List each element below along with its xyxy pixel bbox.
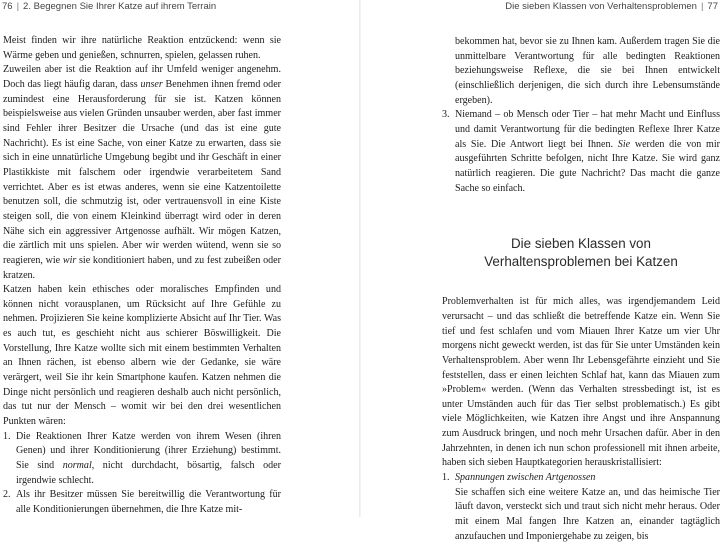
text-run: werden die von mir ausgeführten Schritte befolgen, nicht Ihre Katze. Sie wird ganz natürlich reagieren. Die gute Nachricht? Das macht die ganze Sache so einfach. — [455, 138, 720, 194]
list-item — [3, 430, 281, 489]
right-section-title: Die sieben Klassen von Verhaltensproblemen — [505, 1, 697, 12]
category-list — [442, 471, 720, 544]
list-number: 1. — [442, 472, 450, 484]
category-title: Spannungen zwischen Artgenossen — [455, 472, 596, 484]
header-separator: | — [700, 1, 704, 12]
list-number: 1. — [3, 430, 11, 442]
right-page-number: 77 — [707, 1, 718, 12]
category-description: Sie schaffen sich eine weitere Katze an, und das heimische Tier läuft davon, versteckt sich und traut sich nicht mehr heraus. Oder mit einem Mal fangen Ihre Katzen an, einander tagtäglich anzufauchen und Imponiergehabe zu zeigen, bis — [455, 486, 720, 542]
list-continuation: bekommen hat, bevor sie zu Ihnen kam. Außerdem tragen Sie die unmittelbare Verantwortung für alle bedingten Reaktionen beziehungsweise Reflexe, die sie bei Ihnen entwickelt (einschließlich derjenigen, die sich durch ihre Lebensumstände ergeben). — [455, 36, 720, 106]
section-heading-line: Die sieben Klassen von — [511, 236, 651, 252]
emphasis: Sie — [617, 138, 631, 150]
emphasis: unser — [140, 78, 163, 90]
list-item — [3, 488, 281, 517]
left-chapter-title: 2. Begegnen Sie Ihrer Katze auf ihrem Terrain — [23, 1, 217, 12]
text-run: Als ihr Besitzer müssen Sie bereitwillig die Verantwortung für alle Konditionierungen übernehmen, die Ihre Katze mit- — [16, 489, 281, 515]
list-item — [442, 108, 720, 196]
emphasis: normal — [62, 460, 92, 472]
paragraph: Problemverhalten ist für mich alles, was irgendjemandem Leid verursacht – und das schließt die betreffende Katze ein. Wenn Sie tief und fest schlafen und vom Miauen Ihrer Katze um vier Uhr morgens nicht geweckt werden, ist das für Sie unter Umständen kein Verhaltensproblem. Aber wenn Ihr Lebensgefährte einzieht und Sie feststellen, dass er einen leichten Schlaf hat, kann das Miauen zum »Problem« werden. (Wenn das Verhalten stressbedingt ist, ist es unter Umständen auch für das Tier selbst problematisch.) Es gibt viele Möglichkeiten, wie Katzen ihre Angst und ihre Anspannung zum Ausdruck bringen, und noch mehr Ursachen dafür. Aber in den Jahrzehnten, in denen ich nun schon professionell mit ihnen arbeite, haben sich sieben Hauptkategorien herauskristallisiert: — [442, 296, 720, 469]
paragraph: Katzen haben kein ethisches oder moralisches Empfinden und können nicht vorausplanen, um Rücksicht auf Ihre Gefühle zu nehmen. Projizieren Sie keine komplizierte Absicht auf Ihr Tier. Was es auch tut, es geschieht nicht aus schierer Böswilligkeit. Die Vorstellung, Ihre Katze wollte sich mit einem bestimmten Verhalten an Ihnen rächen, ist ebenso albern wie der Gedanke, sie wäre verärgert, weil Sie ihr kein Smartphone kaufen. Katzen nehmen die Dinge nicht persönlich und reagieren deshalb auch nicht persönlich, das tut nur der Mensch – womit wir bei den drei wesentlichen Punkten wären: — [3, 284, 281, 428]
page-gutter — [359, 0, 361, 517]
text-run: Niemand – ob Mensch oder Tier – hat mehr Macht und Einfluss und damit Verantwortung für die bedingten Reflexe Ihrer Katze als Sie. Die Antwort liegt bei Ihnen. — [455, 109, 720, 150]
section-heading-line: Verhaltensproblemen bei Katzen — [484, 254, 678, 270]
left-page-number: 76 — [2, 1, 13, 12]
left-running-header — [2, 1, 216, 15]
emphasis: wir — [62, 254, 77, 266]
key-points-list — [3, 430, 281, 518]
key-points-list-continued — [442, 108, 720, 196]
category-item — [442, 471, 720, 544]
text-run: , nicht durchdacht, bösartig, falsch oder irgendwie schlecht. — [16, 460, 281, 486]
header-separator: | — [16, 1, 20, 12]
text-run: Die Reaktionen Ihrer Katze werden von ihrem Wesen (ihren Genen) und ihrer Konditionierung (ihrer Erziehung) bestimmt. Sie sind — [16, 430, 281, 472]
list-number: 3. — [442, 109, 450, 121]
section-heading — [442, 235, 720, 271]
text-run: Benehmen ihnen fremd oder zumindest eine Herausforderung für sie ist. Katzen können beispielsweise aus vielen Gründen unsauber werden, aber fast immer sind Fehler ihrer Besitzer die Ursache (und das ist eine gute Nachricht). Es ist eine Sache, von einer Katze zu erwarten, dass sie sich in eine unnatürliche Umgebung begibt und ihr Geschäft in einer Plastikkiste mit falschem oder irgendwie verarbeitetem Sand verrichtet. Aber es ist etwas anderes, wenn sie eine Katzentoilette benutzen soll, die schmutzig ist, oder vertrauensvoll in eine Kiste steigen soll, die von einem Kleinkind überragt wird oder in deren Nähe sich ein aggressiver Artgenosse aufhält. Wir mögen Katzen, die zärtlich mit uns spielen. Aber wir werden wütend, wenn sie so reagieren, wie — [3, 78, 281, 266]
paragraph — [3, 63, 281, 283]
paragraph: Meist finden wir ihre natürliche Reaktion entzückend: wenn sie Wärme geben und genießen, schnurren, spielen, gelassen ruhen. — [3, 35, 281, 61]
right-page-body — [442, 35, 720, 544]
left-page-body — [3, 34, 281, 518]
list-number: 2. — [3, 489, 11, 501]
text-run: Zuweilen aber ist die Reaktion auf ihr Umfeld weniger angenehm. Doch das liegt häufig daran, dass — [3, 64, 281, 90]
right-running-header — [505, 1, 718, 15]
text-run: sie konditioniert haben, und zu fest zubeißen oder kratzen. — [3, 254, 281, 281]
